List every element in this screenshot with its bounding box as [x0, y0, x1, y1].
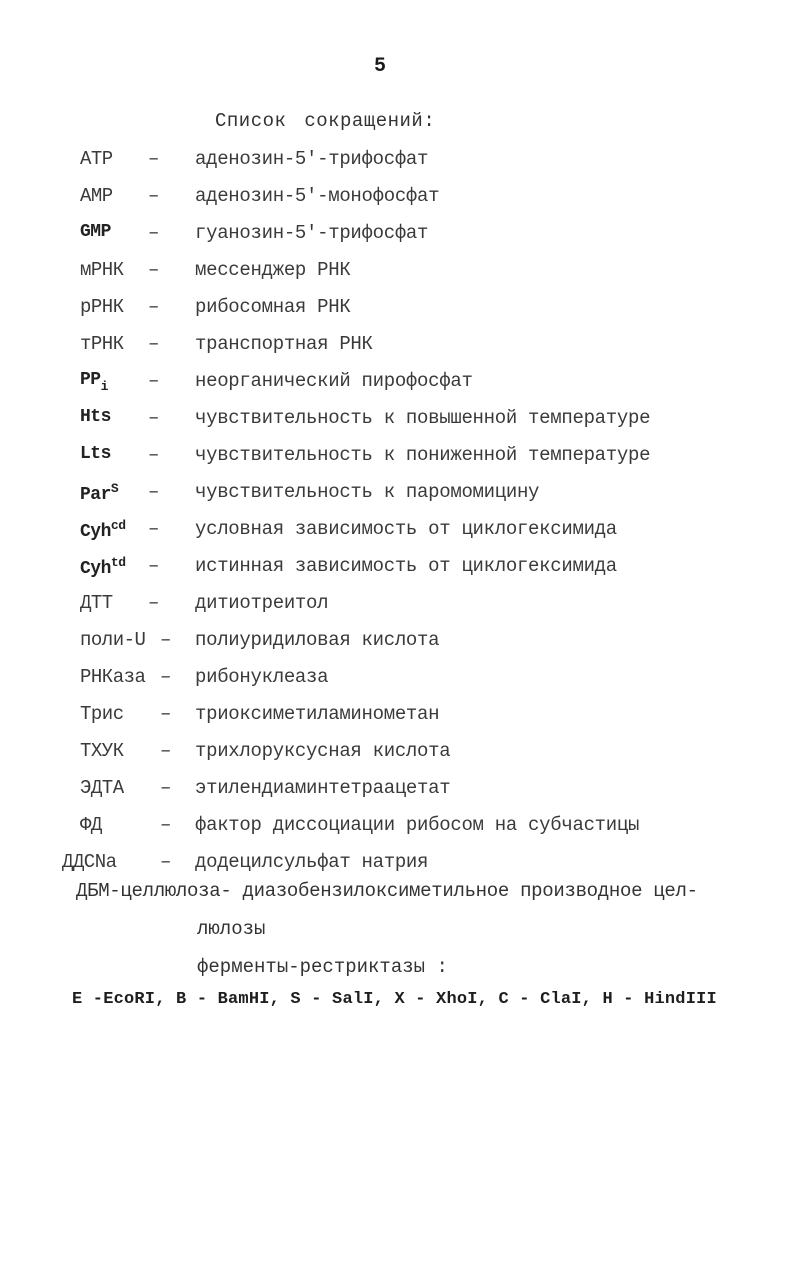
- abbreviation-dash: –: [148, 592, 160, 614]
- abbreviation-row-cyhtd: [0, 550, 793, 587]
- abbreviation-term: ТХУК: [80, 740, 124, 762]
- abbreviation-term: РНКаза: [80, 666, 146, 688]
- abbreviation-dash: –: [148, 296, 160, 318]
- abbreviation-list: [0, 143, 793, 883]
- abbreviation-definition: трихлоруксусная кислота: [195, 740, 451, 762]
- abbreviation-dash: –: [148, 481, 160, 503]
- abbreviation-definition: рибосомная РНК: [195, 296, 351, 318]
- abbreviation-term: ДДСNa: [62, 851, 117, 873]
- abbreviation-term: Lts: [80, 444, 111, 464]
- abbreviation-definition: фактор диссоциации рибосом на субчастицы: [195, 814, 640, 836]
- abbreviation-term: Hts: [80, 407, 111, 427]
- abbreviation-row-rrna: [0, 291, 793, 328]
- abbreviation-row-hts: [0, 402, 793, 439]
- abbreviation-definition: гуанозин-5'-трифосфат: [195, 222, 429, 244]
- abbreviation-row-lts: [0, 439, 793, 476]
- term-base: Cyh: [80, 522, 111, 542]
- abbreviation-definition: транспортная РНК: [195, 333, 373, 355]
- term-base: Cyh: [80, 559, 111, 579]
- abbreviation-row-poly-u: [0, 624, 793, 661]
- abbreviation-dash: –: [148, 444, 160, 466]
- abbreviation-row-atp: [0, 143, 793, 180]
- abbreviation-definition: дитиотреитол: [195, 592, 329, 614]
- abbreviation-dash: –: [160, 814, 172, 836]
- abbreviation-definition: чувствительность к паромомицину: [195, 481, 540, 503]
- abbreviation-definition: чувствительность к пониженной температуре: [195, 444, 651, 466]
- list-title: Список сокращений:: [215, 110, 436, 132]
- abbreviation-definition: полиуридиловая кислота: [195, 629, 440, 651]
- abbreviation-definition: додецилсульфат натрия: [195, 851, 429, 873]
- abbreviation-dash: –: [148, 222, 160, 244]
- abbreviation-dash: –: [148, 185, 160, 207]
- abbreviation-term: [80, 370, 108, 394]
- abbreviation-definition: условная зависимость от циклогексимида: [195, 518, 617, 540]
- abbreviation-dash: –: [160, 777, 172, 799]
- abbreviation-definition: триоксиметиламинометан: [195, 703, 440, 725]
- dbm-cellulose-continuation: люлозы: [197, 918, 266, 940]
- abbreviation-row-dtt: [0, 587, 793, 624]
- abbreviation-definition: истинная зависимость от циклогексимида: [195, 555, 617, 577]
- abbreviation-definition: рибонуклеаза: [195, 666, 329, 688]
- abbreviation-term: [80, 518, 126, 542]
- dbm-cellulose-line: ДБМ-целлюлоза- диазобензилоксиметильное производное цел-: [76, 880, 698, 902]
- abbreviation-definition: этилендиаминтетраацетат: [195, 777, 451, 799]
- abbreviation-definition: неорганический пирофосфат: [195, 370, 473, 392]
- abbreviation-row-tca: [0, 735, 793, 772]
- abbreviation-term: [80, 555, 126, 579]
- abbreviation-row-pars: [0, 476, 793, 513]
- abbreviation-row-mrna: [0, 254, 793, 291]
- term-superscript: td: [110, 555, 126, 570]
- abbreviation-dash: –: [148, 333, 160, 355]
- term-subscript: i: [100, 379, 108, 394]
- abbreviation-term: AMP: [80, 185, 113, 207]
- abbreviation-term: ДТТ: [80, 592, 113, 614]
- abbreviation-dash: –: [148, 407, 160, 429]
- abbreviation-definition: аденозин-5'-монофосфат: [195, 185, 440, 207]
- abbreviation-row-ppi: [0, 365, 793, 402]
- term-base: Par: [80, 485, 111, 505]
- abbreviation-dash: –: [160, 629, 172, 651]
- abbreviation-row-fd: [0, 809, 793, 846]
- restriction-enzymes-list: E -EcoRI, B - BamHI, S - SalI, X - XhoI, C - ClaI, H - HindIII: [72, 990, 717, 1009]
- abbreviation-dash: –: [148, 370, 160, 392]
- abbreviation-row-amp: [0, 180, 793, 217]
- term-superscript: cd: [110, 518, 126, 533]
- abbreviation-definition: мессенджер РНК: [195, 259, 351, 281]
- abbreviation-term: тРНК: [80, 333, 124, 355]
- abbreviation-dash: –: [160, 740, 172, 762]
- abbreviation-term: поли-U: [80, 629, 146, 651]
- abbreviation-row-rnase: [0, 661, 793, 698]
- abbreviation-definition: чувствительность к повышенной температуре: [195, 407, 651, 429]
- abbreviation-dash: –: [160, 703, 172, 725]
- page-number: 5: [373, 55, 386, 78]
- abbreviation-term: ATP: [80, 148, 113, 170]
- abbreviation-term: Трис: [80, 703, 124, 725]
- abbreviation-term: [80, 481, 118, 505]
- restriction-enzymes-title: ферменты-рестриктазы :: [197, 956, 448, 978]
- abbreviation-definition: аденозин-5'-трифосфат: [195, 148, 429, 170]
- abbreviation-row-gmp: [0, 217, 793, 254]
- abbreviation-term: ЭДТА: [80, 777, 124, 799]
- abbreviation-term: рРНК: [80, 296, 124, 318]
- abbreviation-term: ФД: [80, 814, 102, 836]
- abbreviation-dash: –: [160, 666, 172, 688]
- abbreviation-dash: –: [148, 259, 160, 281]
- abbreviation-term: мРНК: [80, 259, 124, 281]
- abbreviation-dash: –: [148, 518, 160, 540]
- abbreviation-row-trna: [0, 328, 793, 365]
- term-superscript: S: [110, 481, 119, 496]
- abbreviation-dash: –: [148, 148, 160, 170]
- abbreviation-row-sds: [0, 846, 793, 883]
- abbreviation-row-tris: [0, 698, 793, 735]
- abbreviation-term: GMP: [80, 222, 111, 242]
- abbreviation-dash: –: [148, 555, 160, 577]
- abbreviation-dash: –: [160, 851, 172, 873]
- abbreviation-row-edta: [0, 772, 793, 809]
- term-base: PP: [80, 370, 101, 390]
- abbreviation-row-cyhcd: [0, 513, 793, 550]
